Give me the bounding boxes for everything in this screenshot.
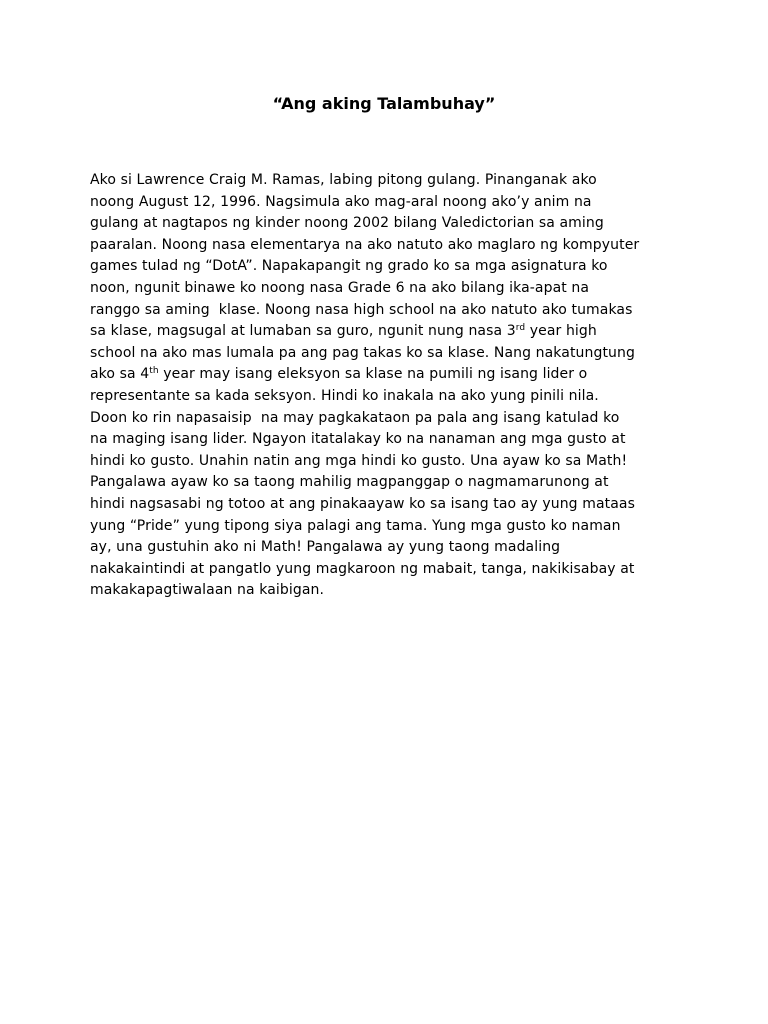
paragraph-line [90, 408, 690, 430]
paragraph-line [90, 278, 690, 300]
paragraph-line [90, 213, 690, 235]
ordinal-superscript: rd [515, 323, 526, 334]
line-text: Ako si Lawrence Craig M. Ramas, labing pitong gulang. Pinanganak ako [90, 172, 597, 188]
paragraph-line [90, 580, 690, 602]
line-text: Doon ko rin napasaisip na may pagkakataon pa pala ang isang katulad ko [90, 409, 620, 426]
line-text: nakakaintindi at pangatlo yung magkaroon ng mabait, tanga, nakikisabay at [90, 560, 635, 577]
line-text: year may isang eleksyon sa klase na pumili ng isang lider o [158, 366, 588, 383]
paragraph-line [90, 364, 690, 386]
line-text: makakapagtiwalaan na kaibigan. [90, 582, 325, 599]
paragraph-line [90, 235, 690, 257]
line-text: ranggo sa aming klase. Noong nasa high school na ako natuto ako tumakas [90, 301, 633, 318]
paragraph-line [90, 451, 690, 473]
line-text: noon, ngunit binawe ko noong nasa Grade 6 na ako bilang ika-apat na [90, 279, 590, 296]
document-body [90, 170, 690, 602]
paragraph-line [90, 494, 690, 516]
line-text: games tulad ng “DotA”. Napakapangit ng grado ko sa mga asignatura ko [90, 258, 608, 275]
paragraph-line [90, 300, 690, 322]
line-text: na maging isang lider. Ngayon itatalakay ko na nanaman ang mga gusto at [90, 431, 626, 448]
line-text: hindi nagsasabi ng totoo at ang pinakaayaw ko sa isang tao ay yung mataas [90, 495, 635, 512]
line-text: hindi ko gusto. Unahin natin ang mga hindi ko gusto. Una ayaw ko sa Math! [90, 452, 628, 469]
line-text: yung “Pride” yung tipong siya palagi ang tama. Yung mga gusto ko naman [90, 517, 621, 534]
line-text: gulang at nagtapos ng kinder noong 2002 bilang Valedictorian sa aming [90, 215, 604, 232]
paragraph-line [90, 386, 690, 408]
paragraph-line [90, 537, 690, 559]
document-title: “Ang aking Talambuhay” [272, 94, 496, 113]
paragraph-line [90, 429, 690, 451]
line-text: year high [525, 323, 597, 340]
line-text: paaralan. Noong nasa elementarya na ako natuto ako maglaro ng kompyuter [90, 236, 640, 253]
ordinal-superscript: th [149, 366, 159, 377]
paragraph-line [90, 170, 690, 192]
paragraph-line [90, 321, 690, 343]
paragraph-line [90, 516, 690, 538]
line-text: Pangalawa ayaw ko sa taong mahilig magpanggap o nagmamarunong at [90, 474, 609, 491]
line-text: ay, una gustuhin ako ni Math! Pangalawa ay yung taong madaling [90, 539, 561, 556]
paragraph-line [90, 192, 690, 214]
line-text: school na ako mas lumala pa ang pag takas ko sa klase. Nang nakatungtung [90, 344, 635, 361]
line-text: noong August 12, 1996. Nagsimula ako mag-aral noong ako’y anim na [90, 193, 592, 210]
line-text: representante sa kada seksyon. Hindi ko inakala na ako yung pinili nila. [90, 387, 599, 404]
paragraph-line [90, 343, 690, 365]
line-text: sa klase, magsugal at lumaban sa guro, ngunit nung nasa 3 [90, 323, 516, 340]
paragraph-line [90, 559, 690, 581]
paragraph-line [90, 472, 690, 494]
paragraph-line [90, 256, 690, 278]
line-text: ako sa 4 [90, 366, 150, 383]
